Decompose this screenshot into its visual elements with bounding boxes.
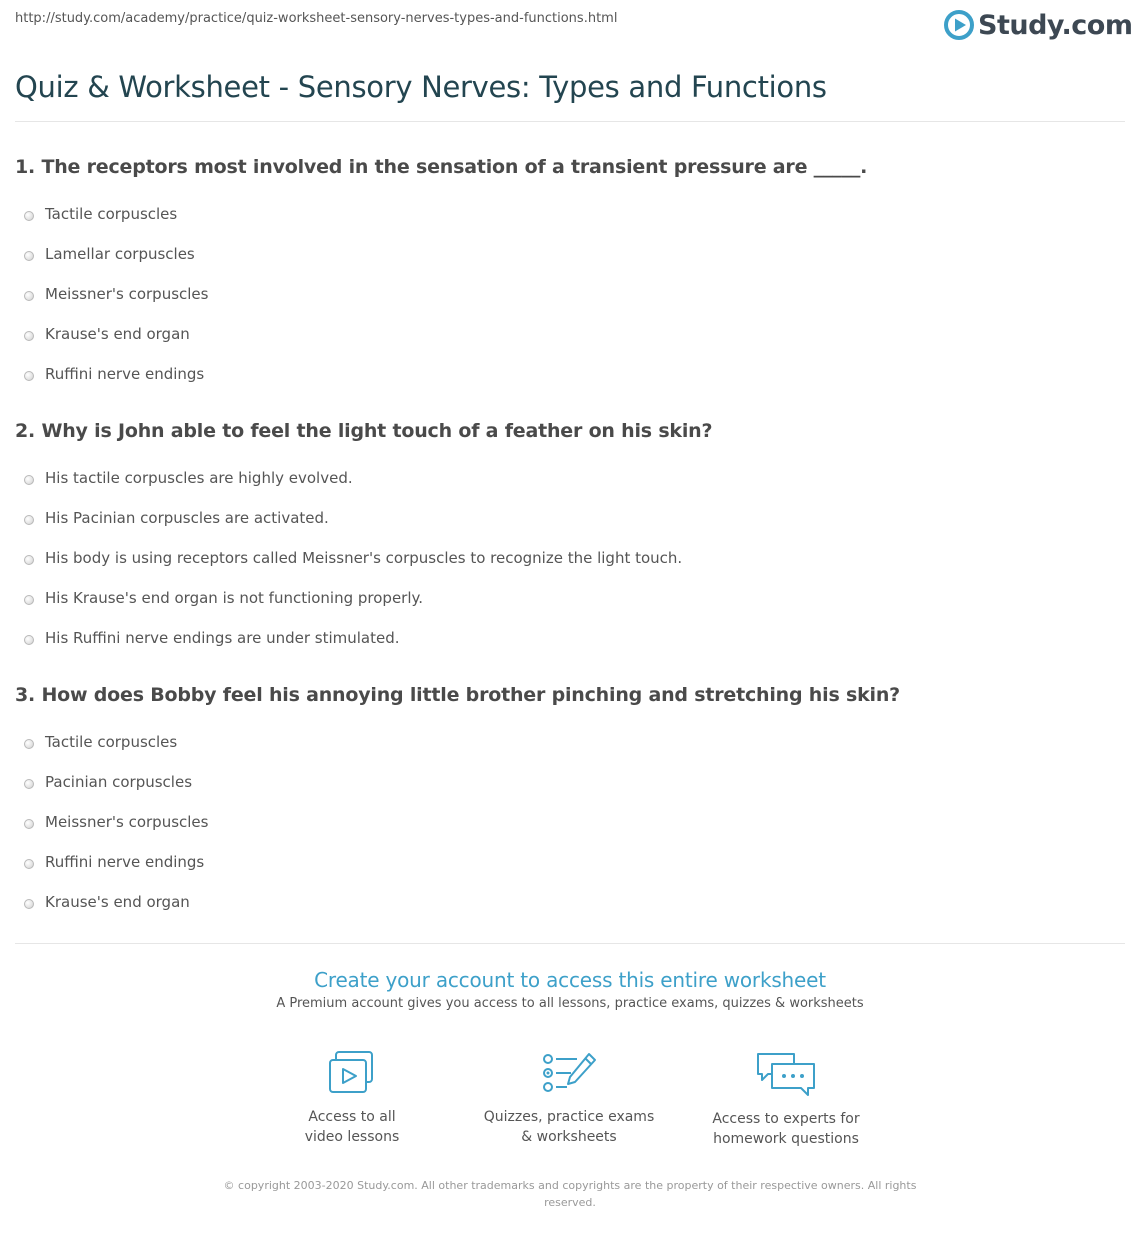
answer-list xyxy=(15,194,1125,394)
feature-line: Quizzes, practice exams xyxy=(483,1109,655,1125)
page-title: Quiz & Worksheet - Sensory Nerves: Types and Functions xyxy=(15,70,827,104)
answer-text: Meissner's corpuscles xyxy=(45,285,209,303)
answer-text: His Pacinian corpuscles are activated. xyxy=(45,509,329,527)
radio-button[interactable] xyxy=(24,291,34,301)
answer-text: Tactile corpuscles xyxy=(45,205,178,223)
title-divider xyxy=(15,121,1125,122)
answer-option[interactable] xyxy=(15,314,1125,354)
radio-button[interactable] xyxy=(24,555,34,565)
feature-line: video lessons xyxy=(304,1129,400,1145)
questions-divider xyxy=(15,943,1125,944)
answer-option[interactable] xyxy=(15,882,1125,922)
answer-option[interactable] xyxy=(15,498,1125,538)
answer-option[interactable] xyxy=(15,194,1125,234)
play-logo-icon xyxy=(944,10,974,40)
question-text: 1. The receptors most involved in the sensation of a transient pressure are _____. xyxy=(15,156,868,178)
answer-text: Tactile corpuscles xyxy=(45,733,178,751)
answer-option[interactable] xyxy=(15,234,1125,274)
question-text: 2. Why is John able to feel the light touch of a feather on his skin? xyxy=(15,420,713,442)
answer-text: Meissner's corpuscles xyxy=(45,813,209,831)
feature-video-lessons xyxy=(252,1050,452,1147)
cta-link[interactable]: Create your account to access this entire worksheet xyxy=(314,968,826,992)
radio-button[interactable] xyxy=(24,819,34,829)
radio-button[interactable] xyxy=(24,251,34,261)
video-lesson-icon xyxy=(326,1050,378,1096)
feature-label xyxy=(469,1107,669,1147)
question-text: 3. How does Bobby feel his annoying little brother pinching and stretching his skin? xyxy=(15,684,900,706)
radio-button[interactable] xyxy=(24,859,34,869)
answer-option[interactable] xyxy=(15,618,1125,658)
answer-text: His tactile corpuscles are highly evolved. xyxy=(45,469,353,487)
page-url: http://study.com/academy/practice/quiz-worksheet-sensory-nerves-types-and-functions.html xyxy=(15,11,618,26)
copyright-footer: © copyright 2003-2020 Study.com. All other trademarks and copyrights are the property of their respective owners. All rights reserved. xyxy=(223,1179,917,1209)
radio-button[interactable] xyxy=(24,779,34,789)
answer-text: Krause's end organ xyxy=(45,325,190,343)
answer-option[interactable] xyxy=(15,842,1125,882)
answer-text: His Krause's end organ is not functioning properly. xyxy=(45,589,424,607)
radio-button[interactable] xyxy=(24,739,34,749)
radio-button[interactable] xyxy=(24,211,34,221)
quiz-checklist-icon xyxy=(541,1050,597,1096)
radio-button[interactable] xyxy=(24,635,34,645)
answer-option[interactable] xyxy=(15,538,1125,578)
question-3 xyxy=(15,680,1125,922)
answer-option[interactable] xyxy=(15,722,1125,762)
answer-text: Ruffini nerve endings xyxy=(45,853,205,871)
question-2 xyxy=(15,416,1125,658)
feature-line: Access to experts for xyxy=(712,1111,860,1127)
feature-line: & worksheets xyxy=(521,1129,617,1145)
feature-experts xyxy=(686,1050,886,1149)
signup-cta xyxy=(0,966,1140,1014)
answer-text: His body is using receptors called Meissner's corpuscles to recognize the light touch. xyxy=(45,549,683,567)
answer-text: Lamellar corpuscles xyxy=(45,245,195,263)
answer-option[interactable] xyxy=(15,802,1125,842)
study-logo[interactable] xyxy=(944,7,1132,43)
answer-option[interactable] xyxy=(15,458,1125,498)
answer-list xyxy=(15,722,1125,922)
answer-text: Pacinian corpuscles xyxy=(45,773,193,791)
radio-button[interactable] xyxy=(24,515,34,525)
feature-label xyxy=(252,1107,452,1147)
feature-line: homework questions xyxy=(713,1131,859,1147)
answer-option[interactable] xyxy=(15,354,1125,394)
answer-text: His Ruffini nerve endings are under stimulated. xyxy=(45,629,400,647)
feature-line: Access to all xyxy=(308,1109,396,1125)
logo-text: Study.com xyxy=(978,9,1133,41)
radio-button[interactable] xyxy=(24,371,34,381)
radio-button[interactable] xyxy=(24,331,34,341)
feature-label xyxy=(686,1109,886,1149)
radio-button[interactable] xyxy=(24,475,34,485)
feature-quizzes xyxy=(469,1050,669,1147)
answer-text: Ruffini nerve endings xyxy=(45,365,205,383)
cta-subtitle: A Premium account gives you access to all lessons, practice exams, quizzes & worksheets xyxy=(276,996,864,1011)
question-1 xyxy=(15,152,1125,394)
answer-list xyxy=(15,458,1125,658)
radio-button[interactable] xyxy=(24,899,34,909)
answer-option[interactable] xyxy=(15,274,1125,314)
chat-bubbles-icon xyxy=(754,1050,818,1098)
answer-option[interactable] xyxy=(15,762,1125,802)
answer-text: Krause's end organ xyxy=(45,893,190,911)
radio-button[interactable] xyxy=(24,595,34,605)
answer-option[interactable] xyxy=(15,578,1125,618)
